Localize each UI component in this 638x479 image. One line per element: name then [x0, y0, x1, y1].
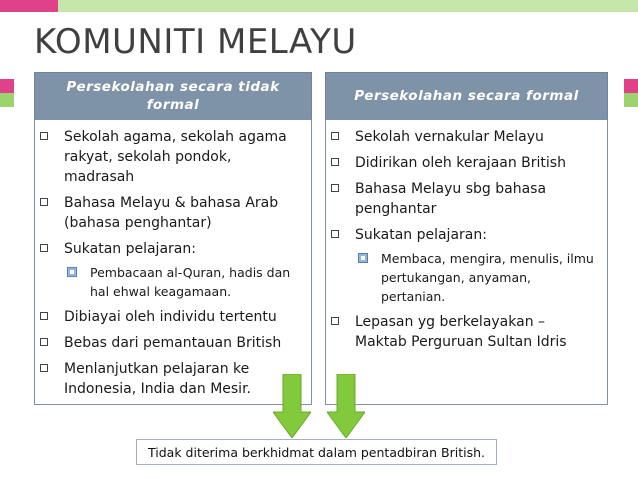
accent-bar-pink — [0, 0, 58, 12]
left-accent-marks — [0, 79, 14, 107]
sub-list-item — [355, 249, 597, 306]
left-accent-green — [0, 93, 14, 107]
left-bullet-list — [35, 127, 311, 399]
square-bullet-icon — [358, 253, 368, 263]
slide-title: KOMUNITI MELAYU — [34, 22, 357, 62]
down-arrow-icon-right — [327, 374, 365, 438]
bullet-text: Didirikan oleh kerajaan British — [355, 155, 566, 171]
right-accent-marks — [624, 79, 638, 107]
checkbox-bullet-icon — [40, 244, 48, 252]
accent-bar-green — [58, 0, 638, 12]
checkbox-bullet-icon — [331, 230, 339, 238]
checkbox-bullet-icon — [331, 132, 339, 140]
left-header-line2: formal — [146, 97, 200, 113]
list-item — [35, 127, 301, 187]
checkbox-bullet-icon — [40, 312, 48, 320]
bullet-text: Bahasa Melayu sbg bahasa penghantar — [355, 181, 547, 217]
checkbox-bullet-icon — [40, 198, 48, 206]
left-header-line1: Persekolahan secara tidak — [66, 79, 280, 95]
square-bullet-icon — [67, 267, 77, 277]
right-column-box — [325, 119, 608, 405]
down-arrow-icon-left — [273, 374, 311, 438]
bullet-text: Bahasa Melayu & bahasa Arab (bahasa penghantar) — [64, 195, 279, 231]
checkbox-bullet-icon — [40, 338, 48, 346]
left-column-header — [34, 72, 312, 120]
footer-note: Tidak diterima berkhidmat dalam pentadbiran British. — [136, 439, 497, 465]
bullet-text: Dibiayai oleh individu tertentu — [64, 309, 277, 325]
checkbox-bullet-icon — [40, 132, 48, 140]
list-item — [326, 127, 597, 147]
bullet-text: Sekolah agama, sekolah agama rakyat, sekolah pondok, madrasah — [64, 129, 287, 185]
bullet-text: Sekolah vernakular Melayu — [355, 129, 544, 145]
bullet-text: Sukatan pelajaran: — [355, 227, 487, 243]
checkbox-bullet-icon — [40, 364, 48, 372]
right-column-header — [325, 72, 608, 120]
list-item — [35, 359, 301, 399]
list-item — [35, 239, 301, 301]
list-item — [326, 153, 597, 173]
sub-list-item — [64, 263, 301, 301]
list-item — [326, 312, 597, 352]
left-column-box — [34, 119, 312, 405]
right-accent-green — [624, 93, 638, 107]
right-accent-pink — [624, 79, 638, 93]
bullet-text: Lepasan yg berkelayakan – Maktab Perguruan Sultan Idris — [355, 314, 567, 350]
checkbox-bullet-icon — [331, 184, 339, 192]
sub-list — [355, 249, 597, 306]
list-item — [35, 193, 301, 233]
checkbox-bullet-icon — [331, 158, 339, 166]
list-item — [35, 333, 301, 353]
sub-list — [64, 263, 301, 301]
bullet-text: Bebas dari pemantauan British — [64, 335, 282, 351]
right-bullet-list — [326, 127, 607, 352]
list-item — [326, 179, 597, 219]
top-accent-bars — [0, 0, 638, 12]
sub-bullet-text: Pembacaan al-Quran, hadis dan hal ehwal keagamaan. — [90, 265, 291, 299]
sub-bullet-text: Membaca, mengira, menulis, ilmu pertukangan, anyaman, pertanian. — [381, 251, 594, 304]
right-header-text: Persekolahan secara formal — [354, 88, 579, 104]
left-accent-pink — [0, 79, 14, 93]
checkbox-bullet-icon — [331, 317, 339, 325]
bullet-text: Sukatan pelajaran: — [64, 241, 196, 257]
bullet-text: Menlanjutkan pelajaran ke Indonesia, India dan Mesir. — [64, 361, 251, 397]
list-item — [326, 225, 597, 306]
list-item — [35, 307, 301, 327]
